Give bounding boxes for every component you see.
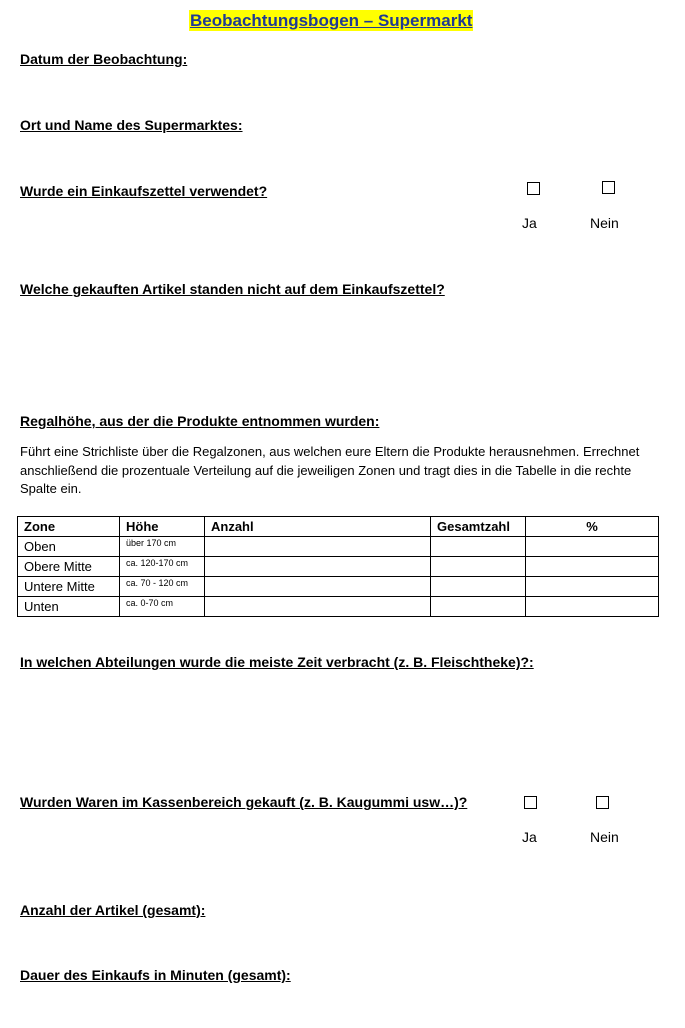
question-ort: Ort und Name des Supermarktes:: [20, 117, 243, 133]
einkaufszettel-ja-checkbox[interactable]: [527, 182, 540, 195]
gesamtzahl-cell[interactable]: [431, 537, 526, 557]
einkaufszettel-nein-label: Nein: [590, 215, 619, 231]
zone-cell: Untere Mitte: [18, 577, 120, 597]
prozent-cell[interactable]: [526, 557, 659, 577]
kassenbereich-nein-label: Nein: [590, 829, 619, 845]
page-title: Beobachtungsbogen – Supermarkt: [190, 11, 473, 30]
question-regalhoehe: Regalhöhe, aus der die Produkte entnommen wurden:: [20, 413, 380, 429]
prozent-cell[interactable]: [526, 537, 659, 557]
zone-cell: Obere Mitte: [18, 557, 120, 577]
question-dauer: Dauer des Einkaufs in Minuten (gesamt):: [20, 967, 291, 983]
zone-cell: Unten: [18, 597, 120, 617]
kassenbereich-nein-checkbox[interactable]: [596, 796, 609, 809]
anzahl-cell[interactable]: [205, 557, 431, 577]
hoehe-cell: über 170 cm: [120, 537, 205, 557]
question-abteilungen: In welchen Abteilungen wurde die meiste Zeit verbracht (z. B. Fleischtheke)?:: [20, 654, 534, 670]
table-row: [18, 577, 659, 597]
gesamtzahl-cell[interactable]: [431, 557, 526, 577]
table-row: [18, 557, 659, 577]
question-einkaufszettel: Wurde ein Einkaufszettel verwendet?: [20, 183, 268, 199]
kassenbereich-ja-label: Ja: [522, 829, 537, 845]
gesamtzahl-cell[interactable]: [431, 577, 526, 597]
table-row: [18, 597, 659, 617]
header-hoehe: Höhe: [120, 517, 205, 537]
zones-table: [17, 516, 659, 617]
question-datum: Datum der Beobachtung:: [20, 51, 188, 67]
question-nicht-auf-zettel: Welche gekauften Artikel standen nicht auf dem Einkaufszettel?: [20, 281, 445, 297]
question-kassenbereich: Wurden Waren im Kassenbereich gekauft (z. B. Kaugummi usw…)?: [20, 794, 468, 810]
einkaufszettel-nein-checkbox[interactable]: [602, 181, 615, 194]
kassenbereich-ja-checkbox[interactable]: [524, 796, 537, 809]
table-row: [18, 537, 659, 557]
prozent-cell[interactable]: [526, 577, 659, 597]
hoehe-cell: ca. 70 - 120 cm: [120, 577, 205, 597]
anzahl-cell[interactable]: [205, 597, 431, 617]
header-anzahl: Anzahl: [205, 517, 431, 537]
einkaufszettel-ja-label: Ja: [522, 215, 537, 231]
header-prozent: %: [526, 517, 659, 537]
anzahl-cell[interactable]: [205, 577, 431, 597]
prozent-cell[interactable]: [526, 597, 659, 617]
zone-cell: Oben: [18, 537, 120, 557]
question-anzahl-artikel: Anzahl der Artikel (gesamt):: [20, 902, 206, 918]
anzahl-cell[interactable]: [205, 537, 431, 557]
hoehe-cell: ca. 0-70 cm: [120, 597, 205, 617]
gesamtzahl-cell[interactable]: [431, 597, 526, 617]
hoehe-cell: ca. 120-170 cm: [120, 557, 205, 577]
header-gesamtzahl: Gesamtzahl: [431, 517, 526, 537]
header-zone: Zone: [18, 517, 120, 537]
table-header-row: [18, 517, 659, 537]
instructions-text: Führt eine Strichliste über die Regalzonen, aus welchen eure Eltern die Produkte herausnehmen. Errechnet anschließend die prozentuale Verteilung auf die jeweiligen Zonen und tragt dies in die Tabelle in die rechte Spalte ein.: [20, 444, 640, 496]
